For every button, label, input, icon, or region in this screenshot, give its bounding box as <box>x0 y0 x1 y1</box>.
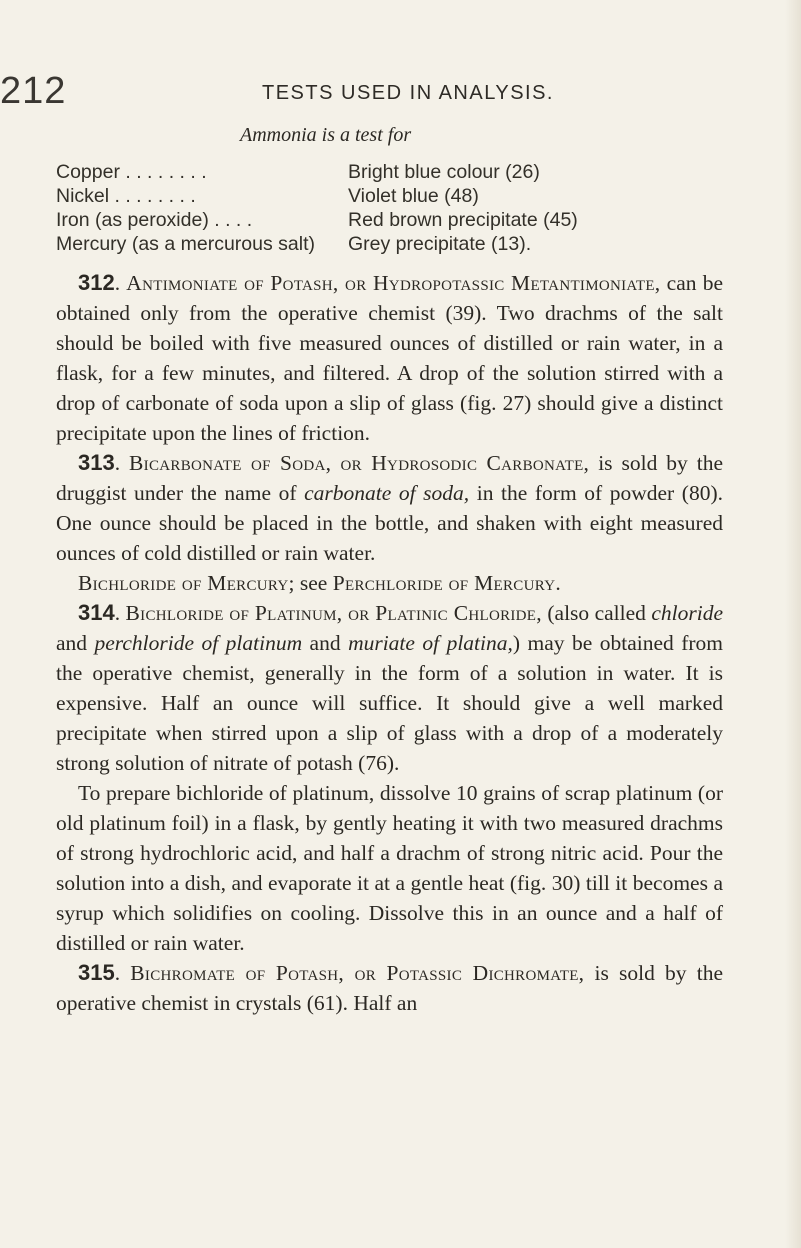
table-row <box>56 160 716 184</box>
italic-term: perchloride of platinum <box>94 631 303 655</box>
table-row <box>56 208 716 232</box>
page-number: 212 <box>0 70 67 112</box>
running-title: TESTS USED IN ANALYSIS. <box>262 82 554 104</box>
section-heading: Bicarbonate of Soda, or Hydrosodic Carbonate, <box>129 451 590 475</box>
metal-name: Mercury (as a mercurous salt) <box>56 233 315 255</box>
section-number: 315 <box>78 960 115 985</box>
section-text: ) may be obtained from the operative chemist, generally in the form of a solution in water. It is expensive. Half an ounce will suffice. It should give a well marked precipitate when stirred upon a slip of glass with a drop of a moderately strong solution of nitrate of potash (76). <box>56 631 724 775</box>
xref-heading: Bichloride of Mercury <box>78 571 289 595</box>
section-number: 312 <box>78 270 115 295</box>
section-number: 314 <box>78 600 115 625</box>
section-314: 314. Bichloride of Platinum, or Platinic Chloride, (also called chloride and perchloride of platinum and muriate of platina,) may be obtained from the operative chemist, generally in the form of a solution in water. It is expensive. Half an ounce will suffice. It should give a well marked precipitate when stirred upon a slip of glass with a drop of a moderately strong solution of nitrate of potash (76). <box>56 600 724 775</box>
table-row <box>56 232 716 256</box>
section-heading: Antimoniate of Potash, or Hydropotassic Metantimoniate, <box>126 271 661 295</box>
italic-term: carbonate of soda, <box>304 481 470 505</box>
italic-term: muriate of platina, <box>348 631 513 655</box>
section-312: 312. Antimoniate of Potash, or Hydropotassic Metantimoniate, can be obtained only from the operative chemist (39). Two drachms of the salt should be boiled with five measured ounces of distilled or rain water, in a flask, for a few minutes, and filtered. A drop of the solution stirred with a drop of carbonate of soda upon a slip of glass (fig. 27) should give a distinct precipitate upon the lines of friction. <box>56 270 723 445</box>
section-text: is sold by the operative chemist in crystals (61). Half an <box>56 961 724 1015</box>
test-result: Violet blue (48) <box>348 185 479 207</box>
preparation-paragraph: To prepare bichloride of platinum, dissolve 10 grains of scrap platinum (or old platinum foil) in a flask, by gently heating it with two measured drachms of strong hydrochloric acid, and half a drachm of strong nitric acid. Pour the solution into a dish, and evaporate it at a gentle heat (fig. 30) till it becomes a syrup which solidifies on cooling. Dissolve this in an ounce and a half of distilled or rain water. <box>56 781 723 955</box>
section-text: and <box>56 631 95 655</box>
table-row <box>56 184 716 208</box>
section-text: is sold by the druggist under the name of <box>56 451 723 505</box>
cross-reference <box>56 568 723 598</box>
xref-target: Perchloride of Mercury. <box>332 571 562 595</box>
xref-text: ; see <box>288 571 333 595</box>
section-315: 315. Bichromate of Potash, or Potassic Dichromate, is sold by the operative chemist in crystals (61). Half an <box>56 960 724 1015</box>
metal-name: Iron (as peroxide) . . . . <box>56 209 253 231</box>
section-313: 313. Bicarbonate of Soda, or Hydrosodic Carbonate, is sold by the druggist under the name of carbonate of soda, in the form of powder (80). One ounce should be placed in the bottle, and shaken with eight measured ounces of cold distilled or rain water. <box>56 450 723 565</box>
section-text: and <box>302 631 349 655</box>
metal-name: Copper . . . . . . . . <box>56 161 207 183</box>
section-number: 313 <box>78 450 115 475</box>
page-edge <box>785 0 801 1248</box>
test-result: Grey precipitate (13). <box>348 233 532 255</box>
test-result: Red brown precipitate (45) <box>348 209 578 231</box>
table-caption: Ammonia is a test for <box>240 124 412 146</box>
section-text: in the form of powder (80). One ounce should be placed in the bottle, and shaken with eight measured ounces of cold distilled or rain water. <box>56 481 723 565</box>
test-result: Bright blue colour (26) <box>348 161 540 183</box>
section-heading: Bichromate of Potash, or Potassic Dichromate, <box>130 961 585 985</box>
metal-name: Nickel . . . . . . . . <box>56 185 196 207</box>
italic-term: chloride <box>651 601 723 625</box>
section-heading: Bichloride of Platinum, or Platinic Chloride, <box>125 601 542 625</box>
section-text: (also called <box>541 601 652 625</box>
body-text <box>56 268 723 1018</box>
section-text: can be obtained only from the operative chemist (39). Two drachms of the salt should be boiled with five measured ounces of distilled or rain water, in a flask, for a few minutes, and filtered. A drop of the solution stirred with a drop of carbonate of soda upon a slip of glass (fig. 27) should give a distinct precipitate upon the lines of friction. <box>56 271 723 445</box>
ammonia-test-table <box>56 160 716 256</box>
